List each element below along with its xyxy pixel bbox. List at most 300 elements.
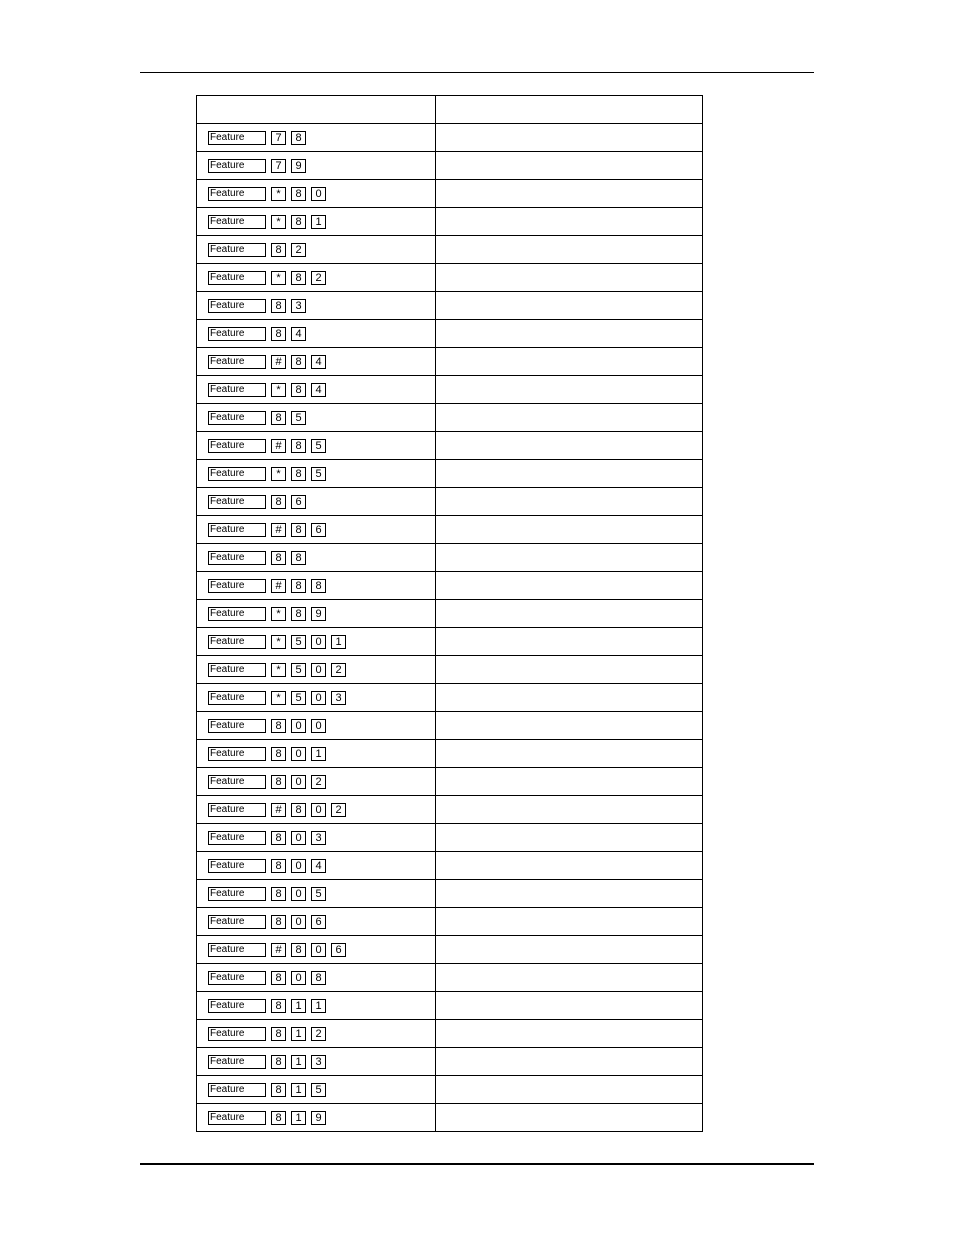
table-row	[197, 544, 703, 572]
key-sequence	[197, 495, 435, 509]
dial-key: 4	[311, 383, 326, 397]
table-row	[197, 824, 703, 852]
description-cell	[436, 880, 703, 908]
dial-key: 5	[311, 887, 326, 901]
dial-key: 1	[331, 635, 346, 649]
description-cell	[436, 516, 703, 544]
dial-key: 0	[311, 943, 326, 957]
feature-key: Feature	[208, 271, 266, 285]
table-row	[197, 320, 703, 348]
dial-keys	[271, 607, 326, 621]
key-sequence	[197, 579, 435, 593]
key-sequence	[197, 607, 435, 621]
dial-key: 9	[291, 159, 306, 173]
table-header-row	[197, 96, 703, 124]
description-cell	[436, 852, 703, 880]
dial-key: 0	[291, 971, 306, 985]
key-sequence	[197, 1055, 435, 1069]
feature-key: Feature	[208, 523, 266, 537]
dial-key: 7	[271, 159, 286, 173]
table-row	[197, 740, 703, 768]
feature-key: Feature	[208, 383, 266, 397]
dial-key: 0	[311, 187, 326, 201]
dial-key: #	[271, 523, 286, 537]
description-cell	[436, 1048, 703, 1076]
key-sequence	[197, 327, 435, 341]
dial-key: 8	[291, 523, 306, 537]
dial-key: *	[271, 215, 286, 229]
dial-key: 1	[311, 215, 326, 229]
key-sequence	[197, 915, 435, 929]
code-cell	[197, 992, 436, 1020]
table-row	[197, 516, 703, 544]
dial-key: 4	[291, 327, 306, 341]
key-sequence	[197, 943, 435, 957]
dial-keys	[271, 971, 326, 985]
dial-key: *	[271, 691, 286, 705]
description-cell	[436, 404, 703, 432]
dial-keys	[271, 551, 306, 565]
key-sequence	[197, 663, 435, 677]
dial-key: 8	[271, 915, 286, 929]
dial-key: 8	[311, 971, 326, 985]
dial-keys	[271, 159, 306, 173]
code-cell	[197, 1076, 436, 1104]
dial-key: 2	[311, 1027, 326, 1041]
dial-key: 5	[291, 411, 306, 425]
column-header-description	[436, 96, 703, 124]
dial-keys	[271, 579, 326, 593]
feature-code-table	[196, 95, 703, 1132]
description-cell	[436, 432, 703, 460]
feature-key: Feature	[208, 915, 266, 929]
code-cell	[197, 152, 436, 180]
dial-key: 3	[311, 831, 326, 845]
dial-key: 5	[291, 663, 306, 677]
dial-key: #	[271, 943, 286, 957]
table-row	[197, 852, 703, 880]
dial-key: 2	[311, 271, 326, 285]
dial-key: 1	[291, 1111, 306, 1125]
code-cell	[197, 656, 436, 684]
table-row	[197, 1020, 703, 1048]
key-sequence	[197, 467, 435, 481]
table-row	[197, 684, 703, 712]
code-cell	[197, 460, 436, 488]
key-sequence	[197, 719, 435, 733]
table-row	[197, 1048, 703, 1076]
table-row	[197, 908, 703, 936]
feature-key: Feature	[208, 607, 266, 621]
code-cell	[197, 712, 436, 740]
key-sequence	[197, 355, 435, 369]
feature-key: Feature	[208, 1027, 266, 1041]
table-row	[197, 572, 703, 600]
code-cell	[197, 320, 436, 348]
feature-key: Feature	[208, 943, 266, 957]
dial-keys	[271, 663, 346, 677]
description-cell	[436, 1076, 703, 1104]
code-cell	[197, 740, 436, 768]
table-row	[197, 208, 703, 236]
dial-key: 2	[291, 243, 306, 257]
dial-keys	[271, 327, 306, 341]
description-cell	[436, 656, 703, 684]
key-sequence	[197, 131, 435, 145]
table-row	[197, 264, 703, 292]
dial-key: 8	[291, 271, 306, 285]
dial-key: 0	[311, 691, 326, 705]
dial-key: 8	[291, 467, 306, 481]
dial-key: 1	[291, 999, 306, 1013]
table-row	[197, 880, 703, 908]
key-sequence	[197, 1111, 435, 1125]
dial-key: 8	[271, 411, 286, 425]
feature-key: Feature	[208, 635, 266, 649]
key-sequence	[197, 831, 435, 845]
table-row	[197, 1076, 703, 1104]
feature-key: Feature	[208, 495, 266, 509]
dial-key: 8	[271, 299, 286, 313]
description-cell	[436, 936, 703, 964]
dial-key: 0	[291, 775, 306, 789]
feature-key: Feature	[208, 747, 266, 761]
dial-keys	[271, 635, 346, 649]
dial-keys	[271, 131, 306, 145]
description-cell	[436, 908, 703, 936]
key-sequence	[197, 411, 435, 425]
code-cell	[197, 208, 436, 236]
table-row	[197, 1104, 703, 1132]
dial-key: 0	[311, 803, 326, 817]
code-cell	[197, 572, 436, 600]
code-cell	[197, 824, 436, 852]
code-cell	[197, 236, 436, 264]
table-row	[197, 712, 703, 740]
dial-key: 8	[271, 1083, 286, 1097]
key-sequence	[197, 971, 435, 985]
column-header-code	[197, 96, 436, 124]
feature-key: Feature	[208, 1083, 266, 1097]
code-cell	[197, 432, 436, 460]
key-sequence	[197, 691, 435, 705]
feature-key: Feature	[208, 999, 266, 1013]
dial-key: 8	[311, 579, 326, 593]
dial-keys	[271, 243, 306, 257]
code-cell	[197, 600, 436, 628]
header-rule	[140, 72, 814, 73]
dial-key: 6	[291, 495, 306, 509]
dial-key: 0	[311, 663, 326, 677]
key-sequence	[197, 187, 435, 201]
description-cell	[436, 796, 703, 824]
key-sequence	[197, 523, 435, 537]
dial-key: 0	[291, 915, 306, 929]
dial-key: 8	[291, 579, 306, 593]
code-cell	[197, 292, 436, 320]
code-cell	[197, 684, 436, 712]
dial-key: 8	[271, 999, 286, 1013]
dial-key: 8	[271, 971, 286, 985]
code-cell	[197, 908, 436, 936]
feature-key: Feature	[208, 467, 266, 481]
code-cell	[197, 264, 436, 292]
table-row	[197, 348, 703, 376]
dial-key: 2	[331, 663, 346, 677]
dial-key: 0	[291, 831, 306, 845]
table-row	[197, 656, 703, 684]
dial-key: 1	[311, 747, 326, 761]
dial-key: 8	[271, 719, 286, 733]
dial-key: 0	[311, 719, 326, 733]
dial-keys	[271, 1111, 326, 1125]
dial-key: 0	[311, 635, 326, 649]
dial-key: *	[271, 187, 286, 201]
dial-keys	[271, 887, 326, 901]
dial-key: 5	[291, 635, 306, 649]
dial-key: 8	[291, 439, 306, 453]
table-row	[197, 292, 703, 320]
dial-key: 5	[311, 1083, 326, 1097]
key-sequence	[197, 747, 435, 761]
code-cell	[197, 964, 436, 992]
dial-key: 4	[311, 355, 326, 369]
feature-key: Feature	[208, 411, 266, 425]
dial-key: 5	[311, 439, 326, 453]
feature-key: Feature	[208, 691, 266, 705]
description-cell	[436, 628, 703, 656]
dial-key: 6	[311, 523, 326, 537]
dial-key: 8	[271, 1111, 286, 1125]
table-row	[197, 488, 703, 516]
description-cell	[436, 740, 703, 768]
dial-key: 2	[331, 803, 346, 817]
feature-key: Feature	[208, 775, 266, 789]
description-cell	[436, 684, 703, 712]
code-cell	[197, 376, 436, 404]
description-cell	[436, 544, 703, 572]
code-cell	[197, 796, 436, 824]
dial-key: 8	[291, 607, 306, 621]
description-cell	[436, 348, 703, 376]
dial-keys	[271, 915, 326, 929]
dial-keys	[271, 831, 326, 845]
dial-key: 5	[291, 691, 306, 705]
dial-key: 8	[291, 187, 306, 201]
key-sequence	[197, 271, 435, 285]
dial-keys	[271, 859, 326, 873]
dial-key: 8	[271, 243, 286, 257]
dial-keys	[271, 215, 326, 229]
dial-keys	[271, 467, 326, 481]
dial-key: *	[271, 383, 286, 397]
feature-key: Feature	[208, 327, 266, 341]
feature-key: Feature	[208, 579, 266, 593]
dial-key: 9	[311, 1111, 326, 1125]
dial-key: 2	[311, 775, 326, 789]
dial-keys	[271, 1083, 326, 1097]
dial-keys	[271, 1055, 326, 1069]
key-sequence	[197, 299, 435, 313]
code-cell	[197, 516, 436, 544]
dial-key: #	[271, 579, 286, 593]
dial-key: *	[271, 467, 286, 481]
dial-keys	[271, 1027, 326, 1041]
dial-keys	[271, 271, 326, 285]
description-cell	[436, 180, 703, 208]
key-sequence	[197, 383, 435, 397]
feature-key: Feature	[208, 1111, 266, 1125]
table-row	[197, 460, 703, 488]
dial-key: 8	[271, 831, 286, 845]
dial-key: 8	[291, 551, 306, 565]
code-cell	[197, 1104, 436, 1132]
dial-keys	[271, 187, 326, 201]
description-cell	[436, 264, 703, 292]
feature-key: Feature	[208, 551, 266, 565]
table-row	[197, 124, 703, 152]
table-row	[197, 432, 703, 460]
dial-key: 5	[311, 467, 326, 481]
table-body	[197, 124, 703, 1132]
dial-key: 1	[291, 1083, 306, 1097]
dial-key: *	[271, 271, 286, 285]
table-row	[197, 992, 703, 1020]
feature-key: Feature	[208, 859, 266, 873]
description-cell	[436, 824, 703, 852]
dial-key: 8	[271, 495, 286, 509]
dial-key: 3	[291, 299, 306, 313]
dial-keys	[271, 691, 346, 705]
dial-key: 0	[291, 747, 306, 761]
dial-key: 8	[271, 551, 286, 565]
feature-key: Feature	[208, 663, 266, 677]
description-cell	[436, 208, 703, 236]
description-cell	[436, 712, 703, 740]
code-cell	[197, 180, 436, 208]
dial-key: 0	[291, 887, 306, 901]
dial-key: 6	[311, 915, 326, 929]
dial-keys	[271, 803, 346, 817]
code-cell	[197, 936, 436, 964]
feature-key: Feature	[208, 439, 266, 453]
dial-key: 7	[271, 131, 286, 145]
key-sequence	[197, 551, 435, 565]
key-sequence	[197, 1027, 435, 1041]
code-cell	[197, 348, 436, 376]
dial-keys	[271, 383, 326, 397]
description-cell	[436, 488, 703, 516]
table-row	[197, 152, 703, 180]
code-cell	[197, 852, 436, 880]
dial-key: 8	[271, 747, 286, 761]
dial-key: 0	[291, 859, 306, 873]
dial-key: 1	[291, 1055, 306, 1069]
table-row	[197, 404, 703, 432]
description-cell	[436, 572, 703, 600]
description-cell	[436, 152, 703, 180]
dial-keys	[271, 355, 326, 369]
description-cell	[436, 376, 703, 404]
table-row	[197, 628, 703, 656]
feature-key: Feature	[208, 1055, 266, 1069]
description-cell	[436, 460, 703, 488]
key-sequence	[197, 635, 435, 649]
code-cell	[197, 628, 436, 656]
dial-key: 6	[331, 943, 346, 957]
dial-key: 8	[271, 775, 286, 789]
code-cell	[197, 544, 436, 572]
feature-key: Feature	[208, 159, 266, 173]
dial-key: 9	[311, 607, 326, 621]
table-row	[197, 936, 703, 964]
dial-keys	[271, 775, 326, 789]
table-row	[197, 180, 703, 208]
dial-key: *	[271, 663, 286, 677]
feature-key: Feature	[208, 719, 266, 733]
dial-keys	[271, 411, 306, 425]
key-sequence	[197, 159, 435, 173]
dial-key: 8	[291, 383, 306, 397]
key-sequence	[197, 887, 435, 901]
dial-key: 3	[311, 1055, 326, 1069]
feature-key: Feature	[208, 215, 266, 229]
code-cell	[197, 1020, 436, 1048]
dial-key: #	[271, 803, 286, 817]
dial-key: *	[271, 607, 286, 621]
dial-key: 8	[291, 803, 306, 817]
dial-keys	[271, 523, 326, 537]
description-cell	[436, 292, 703, 320]
dial-key: 8	[291, 131, 306, 145]
code-cell	[197, 1048, 436, 1076]
table-row	[197, 964, 703, 992]
dial-key: 8	[271, 859, 286, 873]
footer-rule	[140, 1163, 814, 1165]
key-sequence	[197, 775, 435, 789]
feature-key: Feature	[208, 355, 266, 369]
code-cell	[197, 768, 436, 796]
dial-keys	[271, 299, 306, 313]
dial-keys	[271, 439, 326, 453]
feature-key: Feature	[208, 831, 266, 845]
description-cell	[436, 992, 703, 1020]
code-cell	[197, 488, 436, 516]
dial-key: 8	[271, 1055, 286, 1069]
dial-key: 3	[331, 691, 346, 705]
description-cell	[436, 1020, 703, 1048]
description-cell	[436, 124, 703, 152]
dial-keys	[271, 495, 306, 509]
feature-key: Feature	[208, 299, 266, 313]
key-sequence	[197, 803, 435, 817]
dial-key: 0	[291, 719, 306, 733]
dial-key: 8	[291, 215, 306, 229]
dial-keys	[271, 747, 326, 761]
dial-key: 8	[271, 887, 286, 901]
description-cell	[436, 768, 703, 796]
key-sequence	[197, 439, 435, 453]
key-sequence	[197, 999, 435, 1013]
dial-key: 8	[271, 327, 286, 341]
dial-key: 8	[291, 943, 306, 957]
table-row	[197, 768, 703, 796]
description-cell	[436, 600, 703, 628]
feature-key: Feature	[208, 243, 266, 257]
dial-key: 1	[311, 999, 326, 1013]
dial-key: 1	[291, 1027, 306, 1041]
feature-key: Feature	[208, 803, 266, 817]
